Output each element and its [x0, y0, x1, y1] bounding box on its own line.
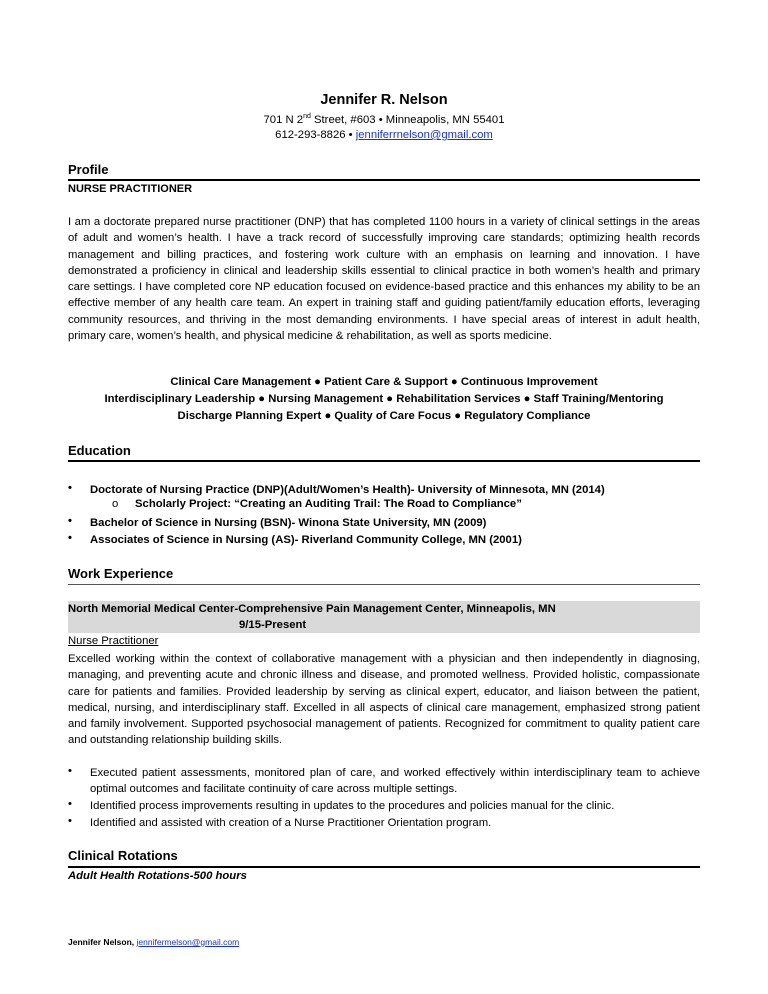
profile-subtitle: NURSE PRACTITIONER: [68, 183, 193, 195]
skills-line-2: Interdisciplinary Leadership ● Nursing Management ● Rehabilitation Services ● Staff Training/Mentoring: [104, 393, 664, 405]
bullet-icon: •: [68, 765, 72, 777]
job-description: Excelled working within the context of collaborative management with a physician and then independently in diagnosing, managing, and preventing acute and chronic illness and disease, and promoted wellness. Provided holistic, compassionate care for patients and families. Provided leadership by serving as clinical expert, educator, and liaison between the patient, medical, nursing, and interdisciplinary staff. Excelled in all aspects of clinical care management, emphasized strong patient and family involvement. Supported psychosocial management of patients. Recognized for commitment to quality patient care and outstanding relationship building skills.: [68, 653, 700, 747]
bullet-icon: •: [68, 532, 72, 544]
profile-summary: I am a doctorate prepared nurse practitioner (DNP) that has completed 1100 hours in a variety of clinical settings in the areas of adult and women’s health. I have a track record of successfully improving care standards; optimizing health records management and billing practices, and fostering work culture with an emphasis on learning and innovation. I have demonstrated a proficiency in clinical and leadership skills essential to clinical practice in both women’s health and primary care settings. I have completed core NP education focused on evidence-based practice and this enhances my ability to be an effective member of any health care team. An expert in training staff and guiding patient/family education efforts, leveraging community resources, and thriving in the most demanding environments. I have special areas of interest in adult health, primary care, women’s health, and physical medicine & rehabilitation, as well as sports medicine.: [68, 216, 700, 343]
job-bullet-text: Executed patient assessments, monitored plan of care, and worked effectively within interdisciplinary team to achieve optimal outcomes and facilitate continuity of care across multiple settings.: [90, 767, 700, 796]
address-number: 701 N 2: [263, 113, 304, 126]
candidate-name: Jennifer R. Nelson: [320, 92, 448, 108]
sub-bullet-icon: o: [112, 498, 119, 510]
contact-line: [0, 129, 768, 141]
address-line: [0, 113, 768, 126]
footer-name: Jennifer Nelson,: [68, 937, 135, 947]
bullet-icon: •: [68, 515, 72, 527]
education-text: Doctorate of Nursing Practice (DNP)(Adult/Women’s Health)- University of Minnesota, MN (2014): [90, 484, 605, 496]
education-text: Associates of Science in Nursing (AS)- Riverland Community College, MN (2001): [90, 534, 522, 546]
rotations-divider: [68, 866, 700, 868]
address-rest: Street, #603 • Minneapolis, MN 55401: [310, 113, 505, 126]
skills-line-3: Discharge Planning Expert ● Quality of Care Focus ● Regulatory Compliance: [177, 410, 591, 422]
job-bullet-text: Identified and assisted with creation of a Nurse Practitioner Orientation program.: [90, 817, 492, 829]
footer-email-link[interactable]: jennifermelson@gmail.com: [136, 937, 240, 947]
education-subtext: Scholarly Project: “Creating an Auditing Trail: The Road to Compliance”: [135, 498, 522, 510]
education-text: Bachelor of Science in Nursing (BSN)- Winona State University, MN (2009): [90, 517, 487, 529]
rotations-heading: Clinical Rotations: [68, 848, 178, 863]
phone-number: 612-293-8826 •: [275, 129, 353, 141]
skills-line-1: Clinical Care Management ● Patient Care & Support ● Continuous Improvement: [170, 376, 598, 388]
employer-block: [68, 601, 700, 633]
bullet-icon: •: [68, 798, 72, 810]
education-heading: Education: [68, 443, 131, 458]
work-divider: [68, 584, 700, 585]
employment-dates: 9/15-Present: [239, 619, 307, 631]
email-link[interactable]: jenniferrnelson@gmail.com: [355, 129, 493, 141]
profile-heading: Profile: [68, 162, 109, 177]
page-footer: [68, 937, 239, 947]
address-suffix: nd: [303, 113, 311, 120]
job-bullet-text: Identified process improvements resulting in updates to the procedures and policies manual for the clinic.: [90, 800, 615, 812]
bullet-icon: •: [68, 815, 72, 827]
education-divider: [68, 460, 700, 462]
rotation-item: Adult Health Rotations-500 hours: [68, 870, 247, 882]
employer-name: North Memorial Medical Center-Comprehensive Pain Management Center, Minneapolis, MN: [68, 603, 556, 615]
job-title: Nurse Practitioner: [68, 635, 159, 647]
bullet-icon: •: [68, 482, 72, 494]
work-heading: Work Experience: [68, 566, 174, 581]
profile-divider: [68, 179, 700, 181]
